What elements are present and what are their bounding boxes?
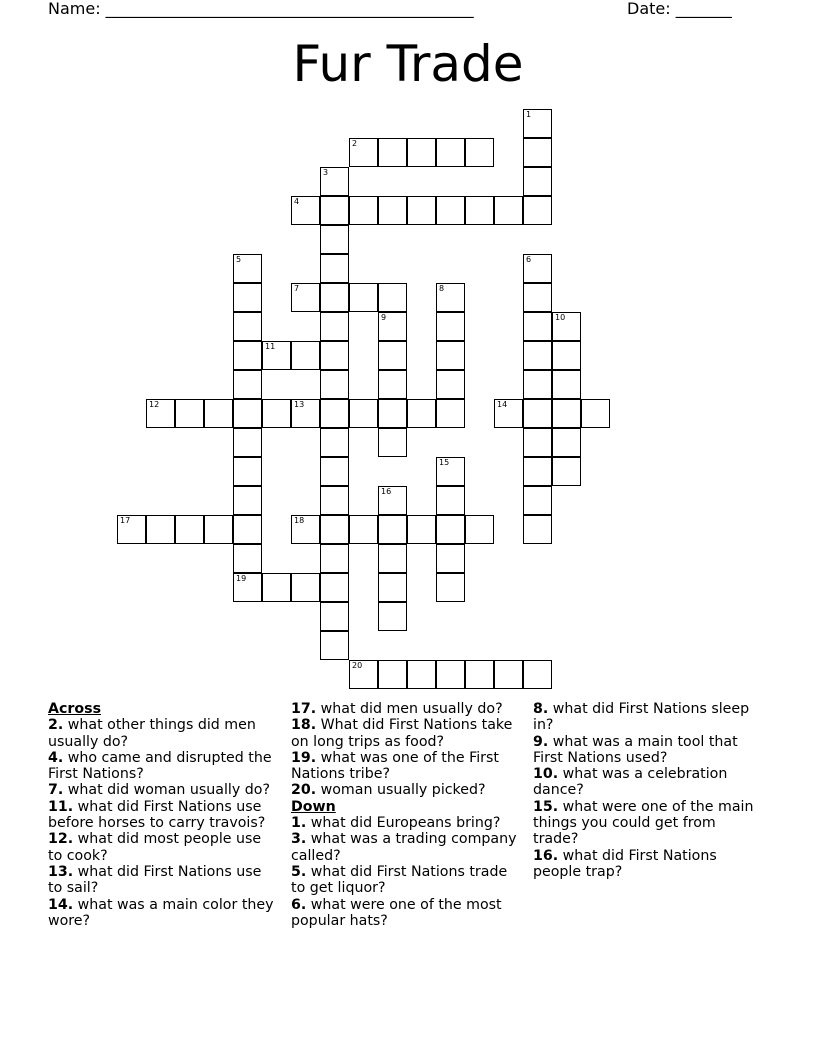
grid-cell[interactable]: [436, 399, 465, 428]
clue-number: 15: [439, 458, 450, 467]
grid-cell[interactable]: [233, 254, 262, 283]
grid-cell[interactable]: [320, 341, 349, 370]
clue-item-text: what was a celebration dance?: [533, 766, 728, 799]
clue-number: 8: [439, 284, 445, 293]
clue-item: [533, 799, 763, 848]
clue-item-number: 9.: [533, 733, 549, 750]
grid-cell[interactable]: [378, 544, 407, 573]
grid-cell[interactable]: [523, 167, 552, 196]
clue-item-text: what were one of the most popular hats?: [291, 896, 502, 929]
grid-cell[interactable]: [349, 515, 378, 544]
grid-cell[interactable]: [436, 283, 465, 312]
grid-cell[interactable]: [552, 341, 581, 370]
grid-cell[interactable]: [233, 283, 262, 312]
grid-cell[interactable]: [320, 544, 349, 573]
grid-cell[interactable]: [233, 573, 262, 602]
clue-number: 13: [294, 400, 305, 409]
grid-cell[interactable]: [436, 138, 465, 167]
clues-column-3: [533, 701, 763, 880]
grid-cell[interactable]: [233, 486, 262, 515]
grid-cell[interactable]: [117, 515, 146, 544]
clue-number: 2: [352, 139, 358, 148]
page-title: Fur Trade: [292, 35, 524, 93]
clue-item-number: 11.: [48, 798, 74, 815]
clue-item-text: woman usually picked?: [316, 782, 486, 799]
grid-cell[interactable]: [523, 486, 552, 515]
clue-item-text: what did Europeans bring?: [306, 815, 501, 832]
grid-cell[interactable]: [494, 660, 523, 689]
clue-item-number: 4.: [48, 749, 64, 766]
clue-number: 10: [555, 313, 566, 322]
clue-number: 17: [120, 516, 131, 525]
grid-cell[interactable]: [552, 428, 581, 457]
clue-item-text: what was a trading company called?: [291, 831, 517, 864]
clue-number: 3: [323, 168, 329, 177]
grid-cell[interactable]: [523, 254, 552, 283]
grid-cell[interactable]: [204, 399, 233, 428]
clue-item: [48, 782, 278, 798]
clue-item: [291, 701, 521, 717]
clue-item-text: what did First Nations people trap?: [533, 847, 717, 880]
clue-item: [291, 815, 521, 831]
grid-cell[interactable]: [291, 399, 320, 428]
grid-cell[interactable]: [349, 660, 378, 689]
name-field-label[interactable]: Name: ______________________________________________: [48, 0, 474, 18]
clue-number: 5: [236, 255, 242, 264]
grid-cell[interactable]: [378, 370, 407, 399]
clue-item-number: 8.: [533, 701, 549, 717]
grid-cell[interactable]: [552, 457, 581, 486]
grid-cell[interactable]: [146, 399, 175, 428]
clue-item-text: what did woman usually do?: [63, 782, 270, 799]
clue-item-text: What did First Nations take on long trips as food?: [291, 717, 513, 750]
grid-cell[interactable]: [233, 399, 262, 428]
clue-item-text: what did First Nations use before horses to carry travois?: [48, 798, 266, 832]
clue-item-number: 10.: [533, 766, 559, 783]
clue-number: 1: [526, 110, 532, 119]
across-clue-list-continued: [291, 701, 521, 799]
grid-cell[interactable]: [233, 428, 262, 457]
grid-cell[interactable]: [320, 399, 349, 428]
grid-cell[interactable]: [436, 457, 465, 486]
grid-cell[interactable]: [465, 138, 494, 167]
grid-cell[interactable]: [436, 486, 465, 515]
clues-column-2: [291, 701, 521, 929]
clue-item: [48, 897, 278, 930]
grid-cell[interactable]: [494, 399, 523, 428]
grid-cell[interactable]: [552, 370, 581, 399]
grid-cell[interactable]: [378, 486, 407, 515]
grid-cell[interactable]: [523, 109, 552, 138]
grid-cell[interactable]: [291, 515, 320, 544]
grid-cell[interactable]: [523, 660, 552, 689]
clue-item: [48, 717, 278, 750]
grid-cell[interactable]: [436, 660, 465, 689]
grid-cell[interactable]: [523, 196, 552, 225]
clue-item-text: what did most people use to cook?: [48, 831, 262, 864]
grid-cell[interactable]: [320, 486, 349, 515]
grid-cell[interactable]: [349, 283, 378, 312]
down-heading: Down: [291, 798, 336, 815]
grid-cell[interactable]: [320, 573, 349, 602]
grid-cell[interactable]: [378, 573, 407, 602]
grid-cell[interactable]: [378, 428, 407, 457]
grid-cell[interactable]: [465, 196, 494, 225]
grid-cell[interactable]: [262, 341, 291, 370]
clue-item-number: 15.: [533, 798, 559, 815]
clue-item-number: 17.: [291, 701, 317, 717]
grid-cell[interactable]: [320, 167, 349, 196]
clue-number: 20: [352, 661, 363, 670]
across-clue-list: [48, 717, 278, 929]
grid-cell[interactable]: [465, 660, 494, 689]
grid-cell[interactable]: [291, 196, 320, 225]
clue-item: [533, 766, 763, 799]
clue-item: [291, 897, 521, 930]
across-heading: Across: [48, 701, 102, 717]
grid-cell[interactable]: [523, 370, 552, 399]
clue-number: 18: [294, 516, 305, 525]
grid-cell[interactable]: [378, 138, 407, 167]
grid-cell[interactable]: [175, 399, 204, 428]
clue-item-text: what was one of the First Nations tribe?: [291, 749, 499, 783]
grid-cell[interactable]: [204, 515, 233, 544]
grid-cell[interactable]: [146, 515, 175, 544]
grid-cell[interactable]: [320, 602, 349, 631]
grid-cell[interactable]: [523, 428, 552, 457]
clue-item-number: 13.: [48, 863, 74, 880]
clue-item: [48, 750, 278, 783]
grid-cell[interactable]: [320, 370, 349, 399]
clue-number: 19: [236, 574, 247, 583]
grid-cell[interactable]: [436, 196, 465, 225]
grid-cell[interactable]: [436, 515, 465, 544]
down-clue-list: [291, 815, 521, 929]
clue-item: [291, 750, 521, 783]
grid-cell[interactable]: [233, 544, 262, 573]
clue-number: 14: [497, 400, 508, 409]
clue-item: [533, 848, 763, 881]
clue-item: [291, 717, 521, 750]
clue-item-number: 2.: [48, 717, 64, 734]
grid-cell[interactable]: [233, 341, 262, 370]
grid-cell[interactable]: [320, 196, 349, 225]
clue-item-text: what other things did men usually do?: [48, 717, 256, 750]
grid-cell[interactable]: [436, 312, 465, 341]
grid-cell[interactable]: [349, 196, 378, 225]
grid-cell[interactable]: [233, 457, 262, 486]
clue-item-text: what were one of the main things you could get from trade?: [533, 798, 754, 848]
clue-item-text: what did First Nations use to sail?: [48, 863, 262, 897]
grid-cell[interactable]: [436, 573, 465, 602]
grid-cell[interactable]: [581, 399, 610, 428]
clue-item-number: 6.: [291, 896, 307, 913]
grid-cell[interactable]: [320, 312, 349, 341]
grid-cell[interactable]: [320, 457, 349, 486]
grid-cell[interactable]: [523, 515, 552, 544]
clue-item: [48, 831, 278, 864]
grid-cell[interactable]: [233, 370, 262, 399]
grid-cell[interactable]: [523, 341, 552, 370]
down-clue-list-continued: [533, 701, 763, 880]
clue-item-text: what did men usually do?: [316, 701, 503, 717]
grid-cell[interactable]: [320, 631, 349, 660]
grid-cell[interactable]: [523, 312, 552, 341]
clue-item-number: 19.: [291, 749, 317, 766]
clue-number: 9: [381, 313, 387, 322]
grid-cell[interactable]: [407, 399, 436, 428]
clue-item-text: what was a main color they wore?: [48, 896, 274, 929]
grid-cell[interactable]: [407, 515, 436, 544]
grid-cell[interactable]: [320, 283, 349, 312]
clue-number: 4: [294, 197, 300, 206]
grid-cell[interactable]: [233, 515, 262, 544]
clue-number: 11: [265, 342, 276, 351]
clue-item-text: what did First Nations sleep in?: [533, 701, 750, 734]
clue-item-number: 12.: [48, 831, 74, 848]
clue-number: 16: [381, 487, 392, 496]
clue-item: [291, 831, 521, 864]
grid-cell[interactable]: [378, 312, 407, 341]
clue-item-number: 5.: [291, 863, 307, 880]
grid-cell[interactable]: [407, 660, 436, 689]
grid-cell[interactable]: [436, 370, 465, 399]
grid-cell[interactable]: [320, 428, 349, 457]
clue-item: [48, 799, 278, 832]
clue-number: 7: [294, 284, 300, 293]
clue-number: 6: [526, 255, 532, 264]
clue-item-number: 18.: [291, 717, 317, 734]
grid-cell[interactable]: [291, 283, 320, 312]
grid-cell[interactable]: [436, 341, 465, 370]
grid-cell[interactable]: [436, 544, 465, 573]
clue-number: 12: [149, 400, 160, 409]
clue-item: [533, 734, 763, 767]
grid-cell[interactable]: [407, 138, 436, 167]
grid-cell[interactable]: [349, 138, 378, 167]
clue-item-text: who came and disrupted the First Nations?: [48, 749, 272, 783]
grid-cell[interactable]: [378, 515, 407, 544]
grid-cell[interactable]: [349, 399, 378, 428]
grid-cell[interactable]: [378, 399, 407, 428]
grid-cell[interactable]: [233, 312, 262, 341]
date-field-label[interactable]: Date: _______: [627, 0, 732, 18]
grid-cell[interactable]: [320, 225, 349, 254]
grid-cell[interactable]: [523, 283, 552, 312]
grid-cell[interactable]: [378, 196, 407, 225]
grid-cell[interactable]: [291, 341, 320, 370]
clue-item: [291, 864, 521, 897]
clue-item-number: 20.: [291, 782, 317, 799]
clue-item: [48, 864, 278, 897]
clue-item: [291, 782, 521, 798]
grid-cell[interactable]: [552, 312, 581, 341]
grid-cell[interactable]: [465, 515, 494, 544]
grid-cell[interactable]: [262, 399, 291, 428]
grid-cell[interactable]: [552, 399, 581, 428]
grid-cell[interactable]: [378, 283, 407, 312]
clues-column-1: [48, 701, 278, 929]
grid-cell[interactable]: [378, 341, 407, 370]
grid-cell[interactable]: [175, 515, 204, 544]
clue-item-number: 7.: [48, 782, 64, 799]
grid-cell[interactable]: [291, 573, 320, 602]
grid-cell[interactable]: [523, 138, 552, 167]
clue-item-number: 1.: [291, 815, 307, 832]
grid-cell[interactable]: [523, 399, 552, 428]
grid-cell[interactable]: [407, 196, 436, 225]
clue-item-text: what did First Nations trade to get liquor?: [291, 863, 508, 897]
grid-cell[interactable]: [320, 254, 349, 283]
grid-cell[interactable]: [378, 660, 407, 689]
clue-item-number: 16.: [533, 847, 559, 864]
grid-cell[interactable]: [378, 602, 407, 631]
clue-item: [533, 701, 763, 734]
grid-cell[interactable]: [320, 515, 349, 544]
grid-cell[interactable]: [523, 457, 552, 486]
grid-cell[interactable]: [494, 196, 523, 225]
clue-item-number: 14.: [48, 896, 74, 913]
clue-item-text: what was a main tool that First Nations used?: [533, 733, 738, 766]
clue-item-number: 3.: [291, 831, 307, 848]
grid-cell[interactable]: [262, 573, 291, 602]
